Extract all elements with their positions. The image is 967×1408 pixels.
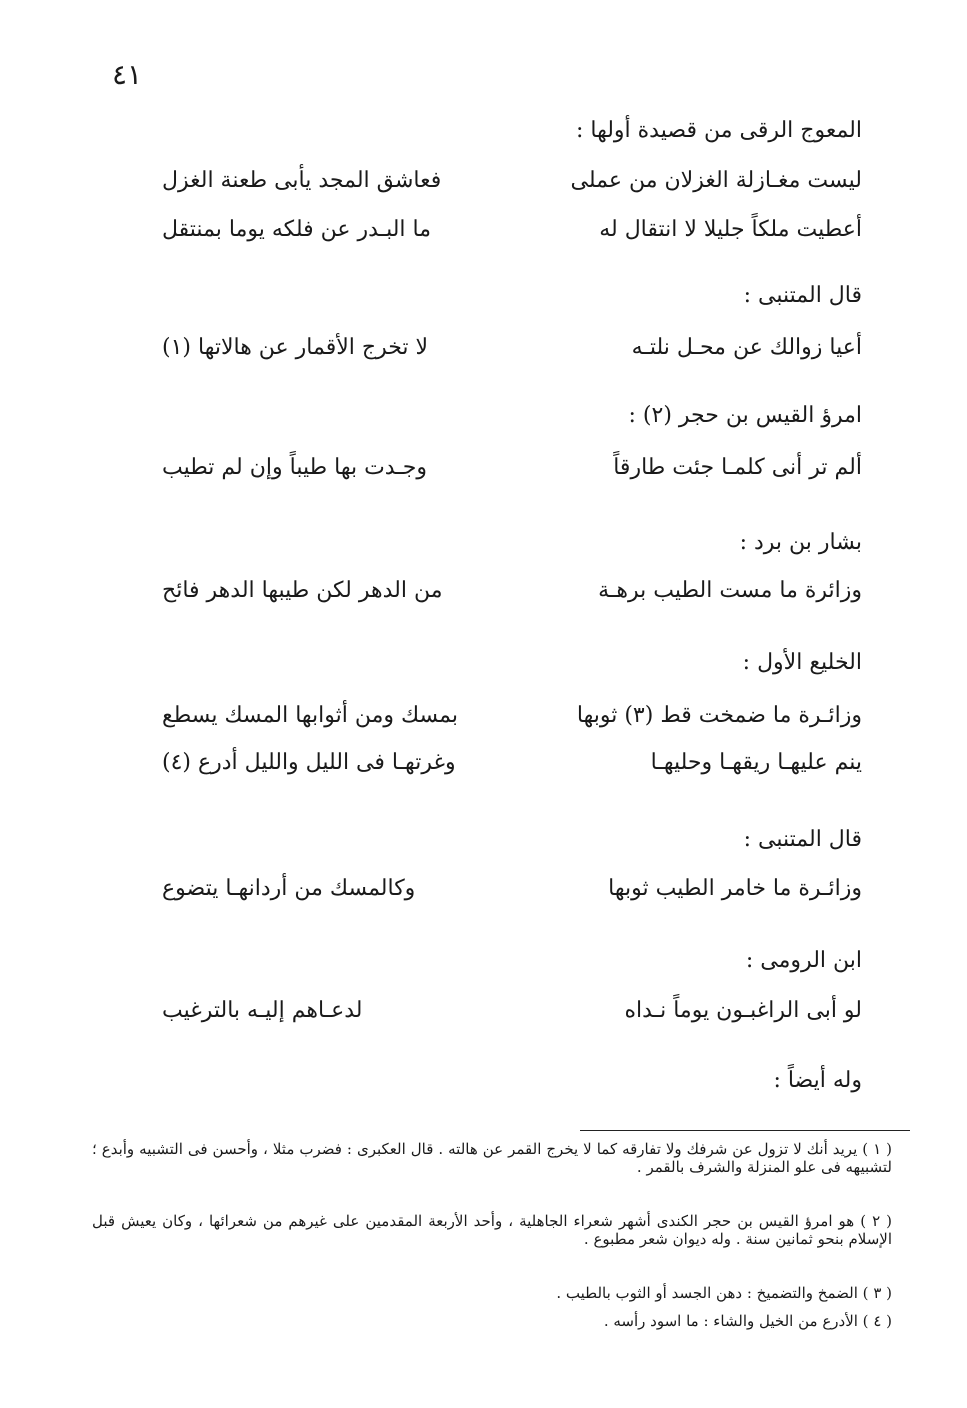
- verse-line: [162, 168, 862, 208]
- verse-first-hemistich: ليست مغـازلة الغزلان من عملى: [570, 168, 862, 193]
- poet-intro: قال المتنبى :: [743, 283, 862, 308]
- verse-first-hemistich: ألم تر أنى كلمـا جئت طارقاً: [613, 455, 862, 480]
- verse-first-hemistich: وزائرة ما مست الطيب برهـة: [598, 578, 862, 603]
- verse-line: [162, 998, 862, 1038]
- verse-second-hemistich: ما البـدر عن فلكه يوما بمنتقل: [162, 217, 432, 242]
- verse-second-hemistich: وكالمسك من أردانهـا يتضوع: [162, 876, 416, 901]
- poet-intro: المعوج الرقى من قصيدة أولها :: [575, 118, 862, 143]
- verse-first-hemistich: أعطيت ملكاً جليلا لا انتقال له: [599, 217, 862, 242]
- footnote: ( ١ ) يريد أنك لا تزول عن شرفك ولا تفارقه كما لا يخرج القمر عن هالته . قال العكبرى : فضرب مثلا ، وأحسن فى التشبيه وأبدع ؛ لتشبيهه فى علو المنزلة والشرف بالقمر .: [92, 1140, 892, 1176]
- poet-intro: امرؤ القيس بن حجر (٢) :: [628, 403, 862, 428]
- verse-line: [162, 876, 862, 916]
- verse-second-hemistich: فعاشق المجد يأبى طعنة الغزل: [162, 168, 442, 193]
- poet-intro: ابن الرومى :: [745, 948, 862, 973]
- verse-line: [162, 335, 862, 375]
- verse-second-hemistich: وغرتهـا فى الليل والليل أدرع (٤): [162, 750, 456, 775]
- verse-second-hemistich: بمسك ومن أثوابها المسك يسطع: [162, 703, 459, 728]
- verse-second-hemistich: وجـدت بها طيباً وإن لم تطيب: [162, 455, 427, 480]
- verse-first-hemistich: ينم عليهـا ريقهـا وحليهـا: [650, 750, 862, 775]
- verse-second-hemistich: لا تخرج الأقمار عن هالاتها (١): [162, 335, 429, 360]
- verse-second-hemistich: من الدهر لكن طيبها الدهر فائح: [162, 578, 443, 603]
- poet-intro: وله أيضاً :: [773, 1068, 862, 1093]
- verse-line: [162, 578, 862, 618]
- verse-first-hemistich: وزائـرة ما ضمخت قط (٣) ثوبها: [576, 703, 862, 728]
- verse-second-hemistich: لدعـاهم إليـه بالترغيب: [162, 998, 363, 1023]
- verse-first-hemistich: وزائـرة ما خامر الطيب ثوبها: [608, 876, 862, 901]
- verse-line: [162, 750, 862, 790]
- footnote-separator: [580, 1130, 910, 1131]
- verse-first-hemistich: لو أبى الراغبـون يوماً نـداه: [624, 998, 862, 1023]
- poet-intro: بشار بن برد :: [739, 530, 862, 555]
- verse-line: [162, 455, 862, 495]
- footnote: ( ٢ ) هو امرؤ القيس بن حجر الكندى أشهر شعراء الجاهلية ، وأحد الأربعة المقدمين على غيرهم من شعرائها ، وكان يعيش قبل الإسلام بنحو ثمانين سنة . وله ديوان شعر مطبوع .: [92, 1212, 892, 1248]
- verse-line: [162, 703, 862, 743]
- verse-line: [162, 217, 862, 257]
- poet-intro: الخليع الأول :: [742, 650, 862, 675]
- verse-first-hemistich: أعيا زوالك عن محـل نلتـه: [631, 335, 862, 360]
- footnote: ( ٣ ) الضمخ والتضميخ : دهن الجسد أو الثوب بالطيب .: [556, 1284, 892, 1302]
- page-number: ٤١: [112, 58, 143, 91]
- poet-intro: قال المتنبى :: [743, 827, 862, 852]
- footnote: ( ٤ ) الأدرع من الخيل والشاء : ما اسود رأسه .: [603, 1312, 892, 1330]
